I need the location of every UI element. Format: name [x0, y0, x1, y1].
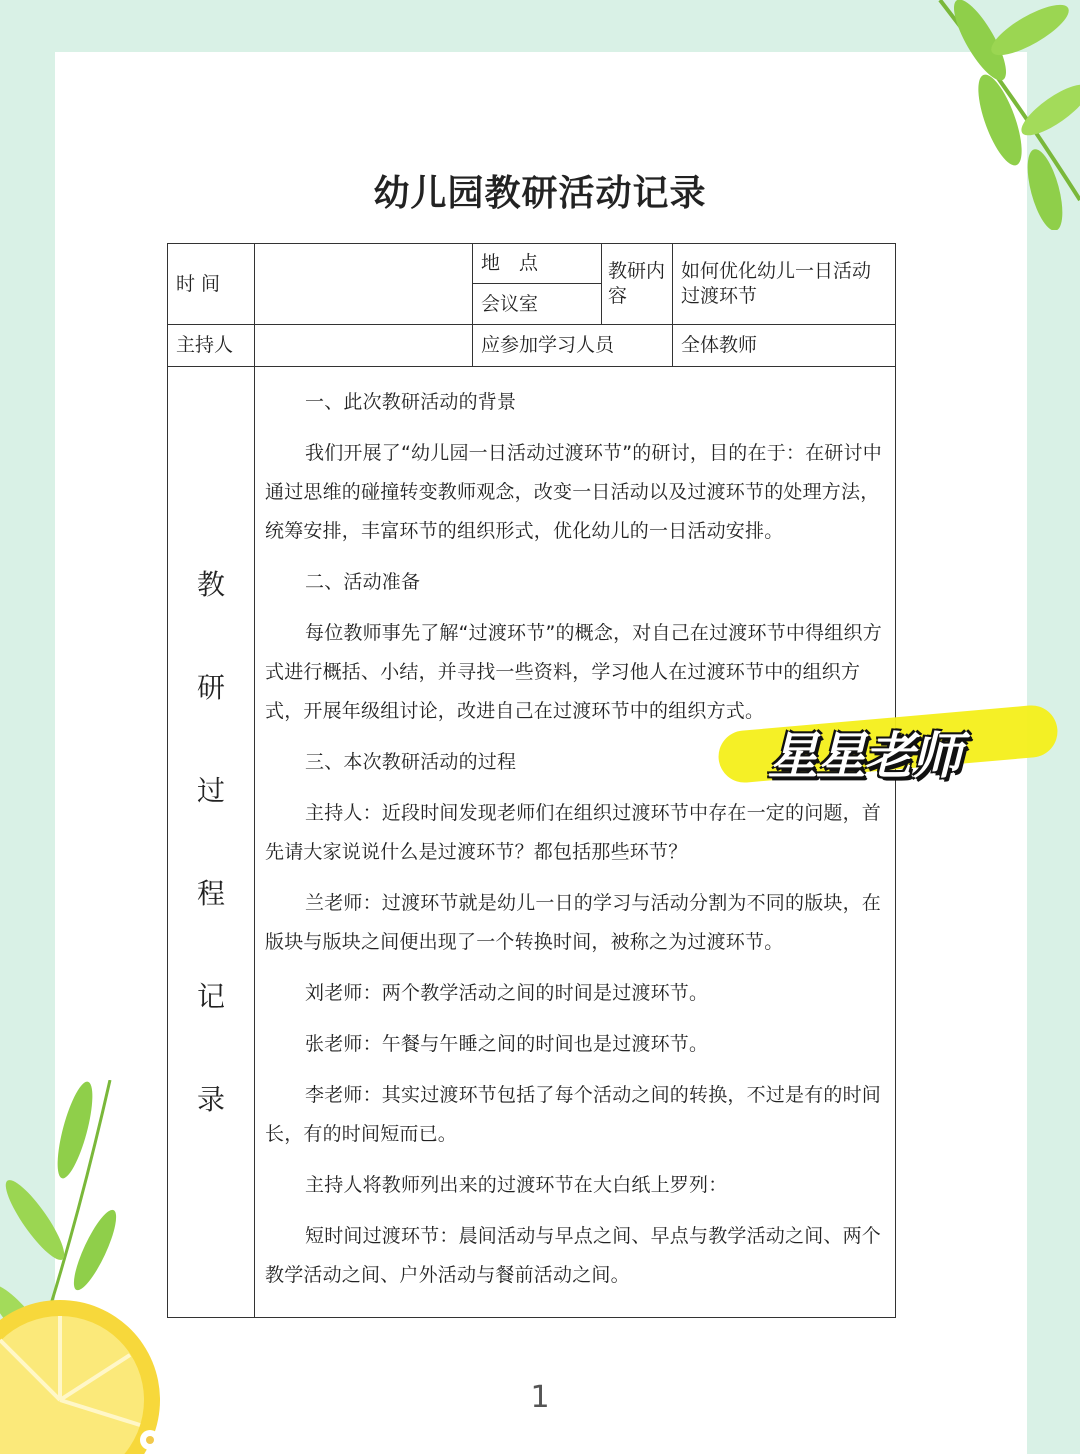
process-label-char: 程 — [196, 876, 225, 910]
paragraph: 兰老师：过渡环节就是幼儿一日的学习与活动分割为不同的版块，在版块与版块之间便出现了一个转换时间，被称之为过渡环节。 — [265, 892, 882, 953]
process-label-char: 研 — [196, 670, 225, 704]
process-label-char: 教 — [196, 567, 225, 601]
process-label-char: 记 — [196, 979, 225, 1013]
time-value — [255, 244, 473, 325]
paragraph: 刘老师：两个教学活动之间的时间是过渡环节。 — [305, 982, 709, 1004]
paragraph: 李老师：其实过渡环节包括了每个活动之间的转换，不过是有的时间长，有的时间短而已。 — [265, 1084, 882, 1145]
section-heading: 三、本次教研活动的过程 — [305, 751, 517, 773]
section-heading: 一、此次教研活动的背景 — [305, 391, 517, 413]
host-label: 主持人 — [168, 325, 255, 367]
author-watermark: 星星老师 — [768, 726, 960, 785]
process-label-char: 录 — [196, 1082, 225, 1116]
process-label-char: 过 — [196, 773, 225, 807]
page-title: 幼儿园教研活动记录 — [373, 173, 707, 214]
paragraph: 主持人将教师列出来的过渡环节在大白纸上罗列： — [305, 1174, 728, 1196]
section-heading: 二、活动准备 — [305, 571, 421, 593]
paragraph: 短时间过渡环节：晨间活动与早点之间、早点与教学活动之间、两个教学活动之间、户外活动与餐前活动之间。 — [265, 1225, 882, 1286]
paragraph: 我们开展了“幼儿园一日活动过渡环节”的研讨，目的在于：在研讨中通过思维的碰撞转变教师观念，改变一日活动以及过渡环节的处理方法，统筹安排，丰富环节的组织形式，优化幼儿的一日活动安排。 — [265, 442, 882, 542]
host-value — [255, 325, 473, 367]
time-label: 时 间 — [168, 244, 255, 325]
paragraph: 张老师：午餐与午睡之间的时间也是过渡环节。 — [305, 1033, 709, 1055]
process-record-label — [168, 367, 255, 1318]
attendees-value: 全体教师 — [673, 325, 896, 367]
paragraph: 每位教师事先了解“过渡环节”的概念，对自己在过渡环节中得组织方式进行概括、小结，并寻找一些资料，学习他人在过渡环节中的组织方式，开展年级组讨论，改进自己在过渡环节中的组织方式。 — [265, 622, 882, 722]
attendees-label: 应参加学习人员 — [473, 325, 673, 367]
place-label: 地 点 — [473, 244, 602, 284]
page-number: 1 — [530, 1380, 550, 1415]
place-value: 会议室 — [473, 284, 602, 325]
process-record-content — [255, 367, 896, 1318]
topic-label: 教研内容 — [602, 244, 673, 325]
paragraph: 主持人：近段时间发现老师们在组织过渡环节中存在一定的问题，首先请大家说说什么是过渡环节？都包括那些环节？ — [265, 802, 882, 863]
lemon-slice-image — [0, 1300, 170, 1454]
topic-value: 如何优化幼儿一日活动过渡环节 — [673, 244, 896, 325]
